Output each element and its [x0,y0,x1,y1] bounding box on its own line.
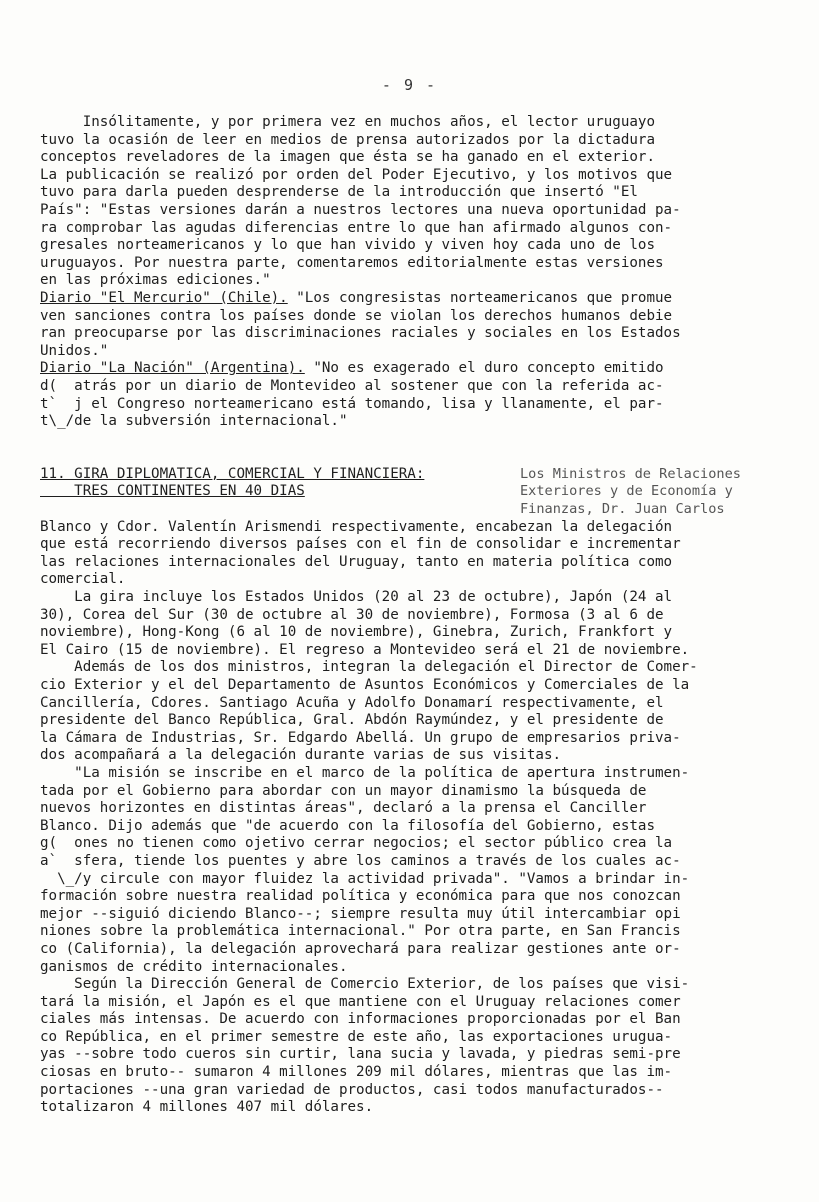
text-line: Insólitamente, y por primera vez en muchos años, el lector uruguayo [40,114,655,130]
quote-nacion-start: "No es exagerado el duro concepto emitido [304,360,664,377]
text-line: co (California), la delegación aprovechará para realizar gestiones ante or- [40,940,681,957]
text-line: Además de los dos ministros, integran la delegación el Director de Comer- [40,659,698,676]
text-line: Finanzas, Dr. Juan Carlos [520,501,725,518]
text-line: cio Exterior y el del Departamento de Asuntos Económicos y Comerciales de la [40,677,690,694]
paragraph-intro [40,114,788,290]
section-title-line-1: 11. GIRA DIPLOMATICA, COMERCIAL Y FINANCIERA: [40,465,425,482]
source-nacion: Diario "La Nación" (Argentina). [40,360,305,377]
text-line: formación sobre nuestra realidad política y económica para que nos conozcan [40,888,681,905]
text-line: a` sfera, tiende los puentes y abre los caminos a través de los cuales ac- [40,852,681,869]
text-line: en las próximas ediciones." [40,272,271,289]
text-line: Según la Dirección General de Comercio Exterior, de los países que visi- [40,976,690,993]
text-line: t` j el Congreso norteamericano está tomando, lisa y llanamente, el par- [40,395,664,412]
section-11-para-1 [40,519,788,589]
text-line: Los Ministros de Relaciones [520,465,741,482]
text-line: gresales norteamericanos y lo que han vivido y viven hoy cada uno de los [40,237,655,254]
text-line: yas --sobre todo cueros sin curtir, lana sucia y lavada, y piedras semi-pre [40,1046,681,1063]
text-line: Blanco y Cdor. Valentín Arismendi respectivamente, encabezan la delegación [40,518,673,535]
text-line: tuvo la ocasión de leer en medios de prensa autorizados por la dictadura [40,131,655,148]
text-line: dos acompañará a la delegación durante varias de sus visitas. [40,747,562,764]
text-line: portaciones --una gran variedad de productos, casi todos manufacturados-- [40,1081,664,1098]
text-line: comercial. [40,571,126,588]
text-line: Cancillería, Cdores. Santiago Acuña y Adolfo Donamarí respectivamente, el [40,694,664,711]
text-line: \_/y circule con mayor fluidez la actividad privada". "Vamos a brindar in- [40,870,690,887]
section-11-para-5 [40,976,788,1117]
text-line: 30), Corea del Sur (30 de octubre al 30 de noviembre), Formosa (3 al 6 de [40,606,664,623]
text-line: tará la misión, el Japón es el que mantiene con el Uruguay relaciones comer [40,993,681,1010]
text-line: t\_/de la subversión internacional." [40,413,348,430]
text-line: País": "Estas versiones darán a nuestros lectores una nueva oportunidad pa- [40,201,681,218]
quote-mercurio [40,290,788,360]
text-line: noviembre), Hong-Kong (6 al 10 de noviembre), Ginebra, Zurich, Frankfort y [40,624,673,641]
text-line: nuevos horizontes en distintas áreas", declaró a la prensa el Canciller [40,800,647,817]
text-line: ran preocuparse por las discriminaciones raciales y sociales en los Estados [40,325,681,342]
text-line: Blanco. Dijo además que "de acuerdo con la filosofía del Gobierno, estas [40,817,655,834]
text-line: La publicación se realizó por orden del Poder Ejecutivo, y los motivos que [40,166,673,183]
section-11-para-4 [40,765,788,976]
source-mercurio: Diario "El Mercurio" (Chile). [40,289,288,306]
text-line: ra comprobar las agudas diferencias entre lo que han afirmado algunos con- [40,219,673,236]
text-line: ciales más intensas. De acuerdo con informaciones proporcionadas por el Ban [40,1011,681,1028]
text-line: que está recorriendo diversos países con el fin de consolidar e incrementar [40,536,681,553]
text-line: La gira incluye los Estados Unidos (20 al 23 de octubre), Japón (24 al [40,589,673,606]
section-11-para-3 [40,659,788,765]
quote-nacion [40,360,788,430]
text-line: la Cámara de Industrias, Sr. Edgardo Abellá. Un grupo de empresarios priva- [40,729,681,746]
text-line: El Cairo (15 de noviembre). El regreso a Montevideo será el 21 de noviembre. [40,641,690,658]
text-line: ganismos de crédito internacionales. [40,958,348,975]
section-11-para-2 [40,589,788,659]
text-line: niones sobre la problemática internacional." Por otra parte, en San Francis [40,923,681,940]
text-line: g( ones no tienen como ojetivo cerrar negocios; el sector público crea la [40,835,673,852]
text-line: tada por el Gobierno para abordar con un mayor dinamismo la búsqueda de [40,782,647,799]
text-line: ven sanciones contra los países donde se violan los derechos humanos debie [40,307,673,324]
text-line: mejor --siguió diciendo Blanco--; siempre resulta muy útil intercambiar opi [40,905,681,922]
text-line: Unidos." [40,342,109,359]
text-line: uruguayos. Por nuestra parte, comentaremos editorialmente estas versiones [40,254,664,271]
text-line: tuvo para darla pueden desprenderse de la introducción que insertó "El [40,184,638,201]
text-line: totalizaron 4 millones 407 mil dólares. [40,1099,374,1116]
quote-mercurio-start: "Los congresistas norteamericanos que promue [287,289,673,306]
page-number: - 9 - [381,76,438,94]
text-line: conceptos reveladores de la imagen que ésta se ha ganado en el exterior. [40,149,655,166]
section-11-header [40,466,788,519]
text-line: ciosas en bruto-- sumaron 4 millones 209 mil dólares, mientras que las im- [40,1064,673,1081]
text-line: Exteriores y de Economía y [520,483,733,500]
text-line: las relaciones internacionales del Uruguay, tanto en materia política como [40,553,673,570]
text-line: d( atrás por un diario de Montevideo al sostener que con la referida ac- [40,377,664,394]
section-side-text [520,466,788,519]
text-line: co República, en el primer semestre de este año, las exportaciones urugua- [40,1028,673,1045]
document-body [40,114,788,1117]
text-line: "La misión se inscribe en el marco de la política de apertura instrumen- [40,764,690,781]
section-title-line-2: TRES CONTINENTES EN 40 DIAS [40,483,305,500]
text-line: presidente del Banco República, Gral. Abdón Raymúndez, y el presidente de [40,712,664,729]
